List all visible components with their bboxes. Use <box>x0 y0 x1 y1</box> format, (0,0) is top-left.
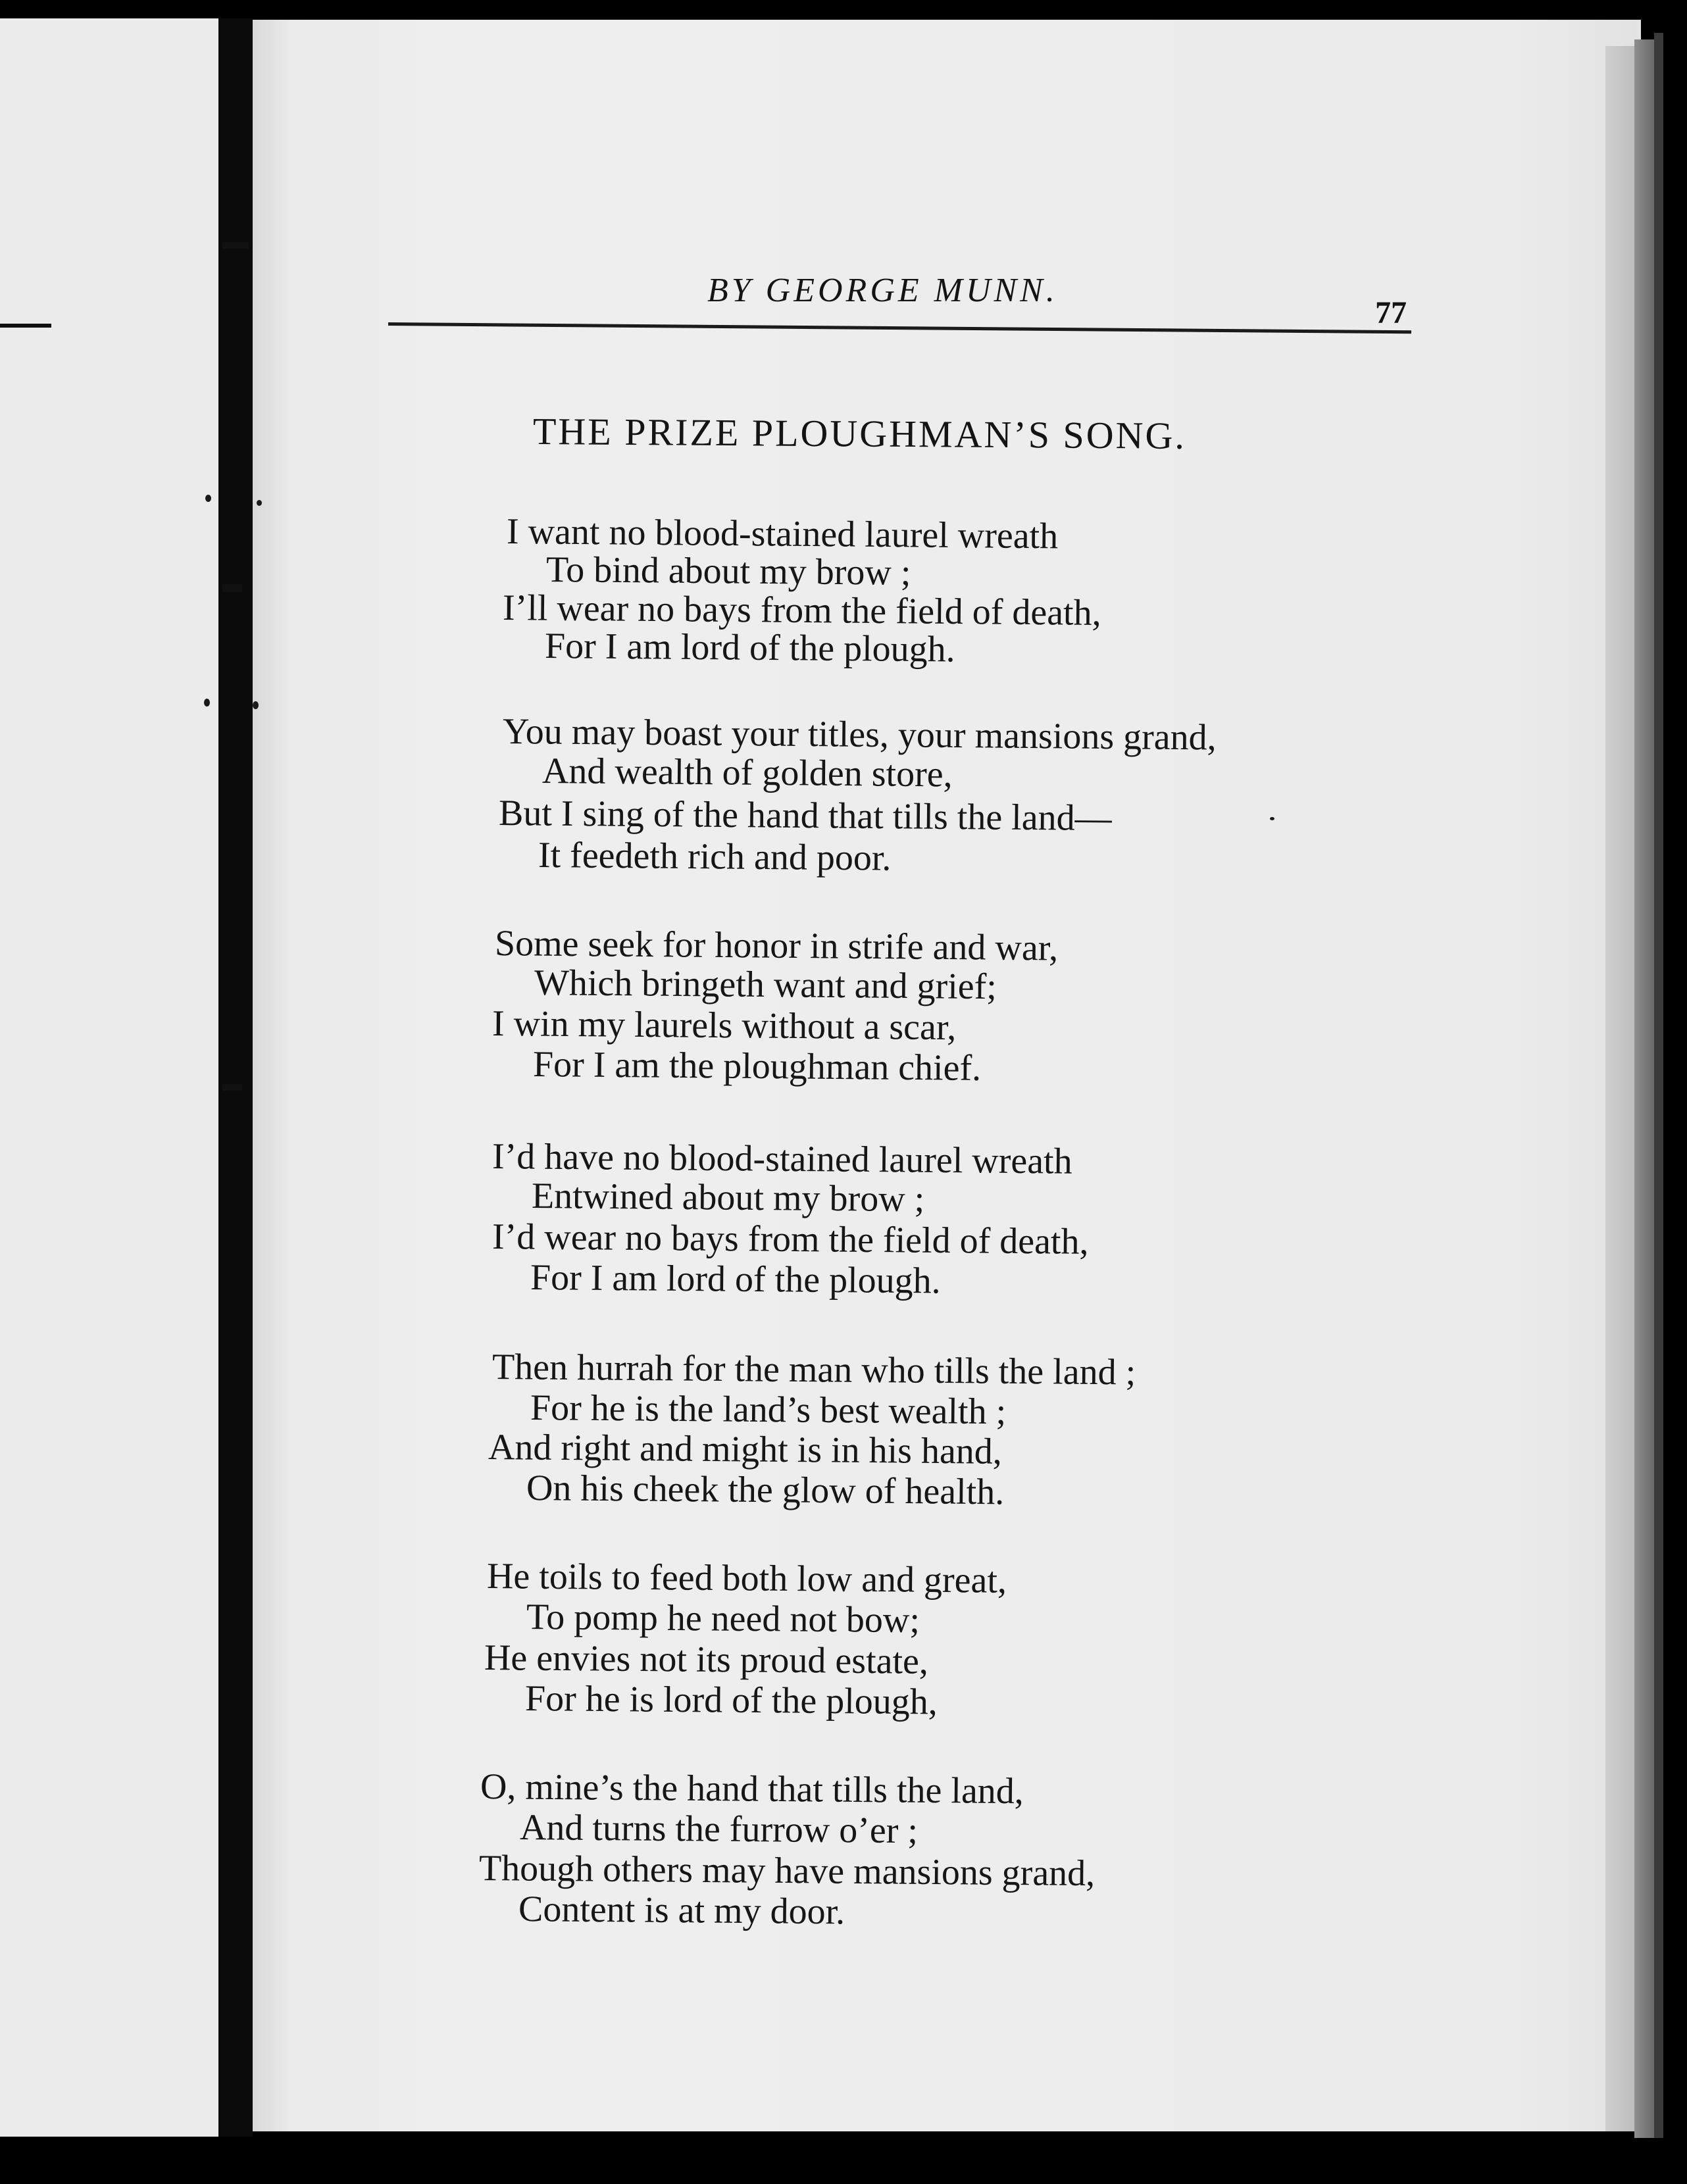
poem-line: I’ll wear no bays from the field of death, <box>502 587 1101 633</box>
poem-line: He toils to feed both low and great, <box>486 1556 1007 1601</box>
poem-line: O, mine’s the hand that tills the land, <box>480 1766 1024 1812</box>
poem-line: You may boast your titles, your mansions grand, <box>502 711 1217 758</box>
poem-line: For I am lord of the plough. <box>544 626 955 670</box>
poem-line: I want no blood-stained laurel wreath <box>506 511 1059 557</box>
page-number: 77 <box>1375 295 1407 330</box>
poem-line: Some seek for honor in strife and war, <box>494 923 1059 969</box>
poem-line: I’d wear no bays from the field of death, <box>491 1216 1089 1262</box>
poem-line: For I am lord of the plough. <box>530 1257 941 1302</box>
poem-line: To bind about my brow ; <box>545 549 911 593</box>
poem-line: Entwined about my brow ; <box>531 1176 925 1220</box>
poem-line: Though others may have mansions grand, <box>478 1848 1095 1895</box>
running-head: BY GEORGE MUNN. <box>707 272 1058 309</box>
poem-line: For I am the ploughman chief. <box>532 1044 982 1089</box>
poem-line: But I sing of the hand that tills the land— <box>498 793 1112 839</box>
poem-line: To pomp he need not bow; <box>526 1597 920 1641</box>
poem-line: I’d have no blood-stained laurel wreath <box>491 1136 1072 1182</box>
poem-line: Then hurrah for the man who tills the land ; <box>491 1347 1136 1393</box>
poem-line: I win my laurels without a scar, <box>491 1003 957 1049</box>
poem-line: And turns the furrow o’er ; <box>519 1807 919 1852</box>
poem-line: It feedeth rich and poor. <box>538 835 892 879</box>
poem-line: For he is the land’s best wealth ; <box>530 1387 1007 1433</box>
poem-line: He envies not its proud estate, <box>484 1637 929 1682</box>
poem-line: Content is at my door. <box>518 1889 845 1933</box>
poem-line: On his cheek the glow of health. <box>526 1468 1005 1513</box>
poem-title: THE PRIZE PLOUGHMAN’S SONG. <box>532 410 1187 457</box>
poem-line: For he is lord of the plough, <box>524 1678 938 1723</box>
poem-line: Which bringeth want and grief; <box>534 962 997 1008</box>
poem-line: And wealth of golden store, <box>541 751 953 795</box>
poem-line: And right and might is in his hand, <box>488 1427 1003 1472</box>
